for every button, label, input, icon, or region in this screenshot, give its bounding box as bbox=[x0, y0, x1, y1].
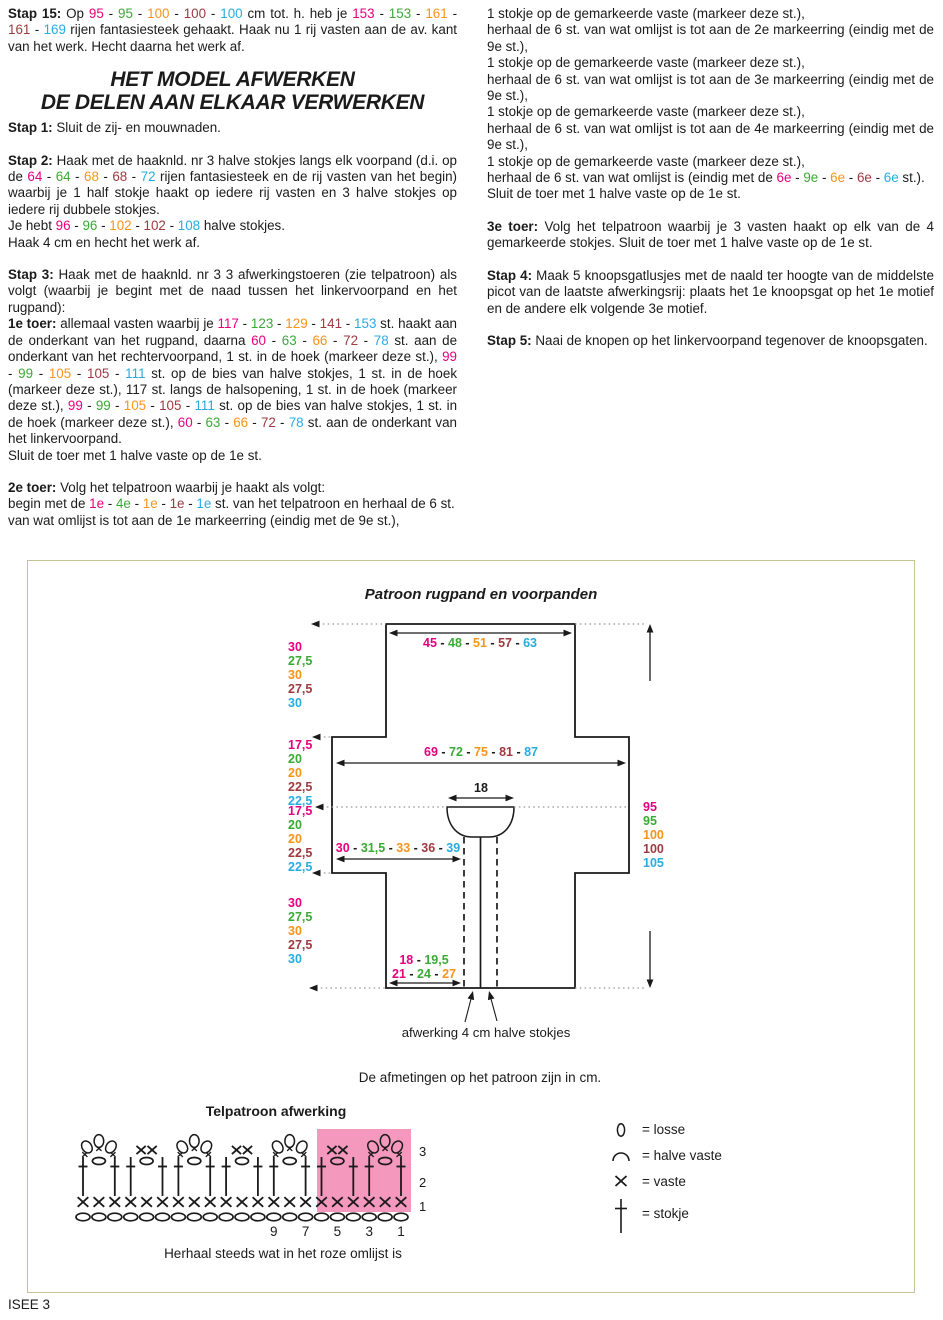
losse-symbol bbox=[140, 1213, 154, 1221]
chart-row-number: 2 bbox=[419, 1175, 427, 1190]
r-stokje-3: 1 stokje op de gemarkeerde vaste (markeer deze st.), bbox=[487, 104, 805, 120]
arrowhead-icon bbox=[312, 870, 321, 877]
left-bottom-heights: 27,5 bbox=[288, 938, 313, 952]
left-lower-heights: 22,5 bbox=[288, 846, 313, 860]
half-width-label: 30 - 31,5 - 33 - 36 - 39 bbox=[335, 841, 461, 855]
picot-loop-symbol bbox=[285, 1135, 295, 1148]
height-arrow-down bbox=[647, 980, 654, 989]
legend-label-stokje: = stokje bbox=[642, 1206, 689, 1221]
arrowhead-icon bbox=[506, 795, 515, 802]
stap-2: Stap 2: Haak met de haaknld. nr 3 halve stokjes langs elk voorpand (d.i. op de 64 - 64 - 68 - 68 - 72 rijen fantasiesteek en de rij vasten van het begin) waarbij je 1 half stokje haakt op iedere rij vasten en 3 halve stokjes op iedere rij dubbele stokjes. bbox=[8, 152, 458, 217]
losse-symbol bbox=[299, 1213, 313, 1221]
chart-stitch-number: 7 bbox=[301, 1224, 310, 1239]
losse-symbol bbox=[267, 1213, 281, 1221]
losse-symbol bbox=[92, 1158, 105, 1165]
arrowhead-icon bbox=[453, 856, 462, 863]
losse-symbol bbox=[362, 1213, 376, 1221]
losse-symbol bbox=[378, 1213, 392, 1221]
arrowhead-icon bbox=[336, 856, 345, 863]
arrowhead-icon bbox=[488, 991, 495, 1000]
neckline bbox=[447, 807, 514, 837]
losse-symbol bbox=[187, 1213, 201, 1221]
losse-symbol bbox=[235, 1213, 249, 1221]
toer-1: 1e toer: allemaal vasten waarbij je 117 - 123 - 129 - 141 - 153 st. haakt aan de onderkant van het rugpand, daarna 60 - 63 - 66 - 72 - 78 st. aan de onderkant van het rechtervoorpand, 1 st. in de hoek (markeer deze st.), 99 - 99 - 105 - 105 - 111 st. op de bies van halve stokjes, 1 st. in de hoek (markeer deze st.), 117 st. langs de halsopening, 1 st. in de hoek (markeer deze st.), 99 - 99 - 105 - 105 - 111 st. op de bies van halve stokjes, 1 st. in de hoek (markeer deze st.), 60 - 63 - 66 - 72 - 78 st. aan de onderkant van het linkervoorpand. bbox=[8, 316, 458, 447]
losse-symbol bbox=[394, 1213, 408, 1221]
losse-symbol bbox=[124, 1213, 138, 1221]
left-top-heights: 30 bbox=[288, 640, 302, 654]
arrowhead-icon bbox=[468, 991, 475, 1000]
picot-loop-symbol bbox=[190, 1135, 200, 1148]
r-stokje-4: 1 stokje op de gemarkeerde vaste (markeer deze st.), bbox=[487, 153, 805, 169]
r-sluit: Sluit de toer met 1 halve vaste op de 1e st. bbox=[487, 186, 741, 202]
top-width-label: 45 - 48 - 51 - 57 - 63 bbox=[423, 636, 537, 650]
haak-4cm: Haak 4 cm en hecht het werk af. bbox=[8, 234, 201, 250]
je-hebt: Je hebt 96 - 96 - 102 - 102 - 108 halve stokjes. bbox=[8, 218, 285, 234]
r-stokje-2: 1 stokje op de gemarkeerde vaste (markeer deze st.), bbox=[487, 55, 805, 71]
section-heading: HET MODEL AFWERKEN DE DELEN AAN ELKAAR VERWERKEN bbox=[40, 68, 425, 115]
stap-3: Stap 3: Haak met de haaknld. nr 3 3 afwerkingstoeren (zie telpatroon) als volgt (waarbij je begint met de naad tussen het linkervoorpand en het rugpand): bbox=[8, 267, 457, 315]
losse-symbol bbox=[140, 1158, 153, 1165]
chart-stitch-number: 5 bbox=[333, 1224, 342, 1239]
chart-row-number: 3 bbox=[419, 1144, 427, 1159]
legend-label-vaste: = vaste bbox=[642, 1174, 686, 1189]
losse-symbol bbox=[108, 1213, 122, 1221]
losse-symbol bbox=[315, 1213, 329, 1221]
unit-note: De afmetingen op het patroon zijn in cm. bbox=[358, 1070, 602, 1085]
page-footer: ISEE 3 bbox=[8, 1297, 51, 1312]
losse-symbol bbox=[236, 1158, 249, 1165]
toer-2-begin: begin met de 1e - 4e - 1e - 1e - 1e st. van het telpatroon en herhaal de 6 st. van wat omlijst is tot aan de 1e markeerring (eindig met de 9e st.), bbox=[8, 496, 455, 528]
stap-4: Stap 4: Maak 5 knoopsgatlusjes met de naald ter hoogte van de middelste picot van de laatste afwerkingsrij: plaats het 1e knoopsgat op het 1e motief en de andere elk volgende 3e motief. bbox=[487, 267, 934, 316]
left-bottom-heights: 30 bbox=[288, 896, 302, 910]
left-bottom-heights: 27,5 bbox=[288, 910, 313, 924]
left-upper-heights: 20 bbox=[288, 752, 302, 766]
stap-1: Stap 1: Sluit de zij- en mouwnaden. bbox=[8, 120, 221, 136]
right-total-heights: 95 bbox=[643, 800, 657, 814]
left-lower-heights: 20 bbox=[288, 818, 302, 832]
telpatroon-caption: Herhaal steeds wat in het roze omlijst is bbox=[164, 1246, 402, 1261]
left-upper-heights: 22,5 bbox=[288, 794, 313, 808]
losse-symbol bbox=[76, 1213, 90, 1221]
left-upper-heights: 17,5 bbox=[288, 738, 313, 752]
height-arrow-up bbox=[647, 624, 654, 633]
stap-15: Stap 15: Op 95 - 95 - 100 - 100 - 100 cm tot. h. heb je 153 - 153 - 161 - 161 - 169 rijen fantasiesteek gehaakt. Haak nu 1 rij vasten aan de av. kant van het werk. Hecht daarna het werk af. bbox=[8, 6, 458, 54]
losse-icon bbox=[617, 1124, 624, 1136]
losse-symbol bbox=[188, 1158, 201, 1165]
neck-width-label: 18 bbox=[474, 781, 488, 795]
losse-symbol bbox=[346, 1213, 360, 1221]
stap-5: Stap 5: Naai de knopen op het linkervoorpand tegenover de knoopsgaten. bbox=[487, 332, 928, 348]
r-stokje-1: 1 stokje op de gemarkeerde vaste (markeer deze st.), bbox=[487, 6, 805, 21]
legend-label-halve-vaste: = halve vaste bbox=[642, 1148, 722, 1163]
chart-row-number: 1 bbox=[419, 1199, 427, 1214]
halve-vaste-icon bbox=[613, 1153, 629, 1161]
losse-symbol bbox=[283, 1213, 297, 1221]
picot-loop-symbol bbox=[94, 1135, 104, 1148]
telpatroon-title: Telpatroon afwerking bbox=[205, 1103, 347, 1119]
right-total-heights: 100 bbox=[643, 842, 664, 856]
right-total-heights: 105 bbox=[643, 856, 664, 870]
left-top-heights: 30 bbox=[288, 696, 302, 710]
left-top-heights: 27,5 bbox=[288, 682, 313, 696]
losse-symbol bbox=[203, 1213, 217, 1221]
front-width-label: 18 - 19,5 bbox=[399, 953, 449, 967]
losse-symbol bbox=[330, 1213, 344, 1221]
left-top-heights: 30 bbox=[288, 668, 302, 682]
arrowhead-icon bbox=[564, 630, 573, 637]
arrowhead-icon bbox=[309, 985, 318, 992]
losse-symbol bbox=[171, 1213, 185, 1221]
right-total-heights: 95 bbox=[643, 814, 657, 828]
finishing-annotation: afwerking 4 cm halve stokjes bbox=[401, 1025, 571, 1040]
chart-stitch-number: 1 bbox=[397, 1224, 405, 1239]
r-herhaal-3e: herhaal de 6 st. van wat omlijst is tot aan de 3e markeerring (eindig met de 9e st.), bbox=[487, 71, 934, 104]
r-herhaal-2e: herhaal de 6 st. van wat omlijst is tot aan de 2e markeerring (eindig met de 9e st.), bbox=[487, 22, 934, 54]
diagram-title: Patroon rugpand en voorpanden bbox=[364, 586, 598, 603]
arrowhead-icon bbox=[336, 760, 345, 767]
left-lower-heights: 20 bbox=[288, 832, 302, 846]
losse-symbol bbox=[156, 1213, 170, 1221]
left-lower-heights: 17,5 bbox=[288, 804, 313, 818]
front-width-label: 21 - 24 - 27 bbox=[392, 967, 456, 981]
arrowhead-icon bbox=[312, 734, 321, 741]
left-bottom-heights: 30 bbox=[288, 952, 302, 966]
r-herhaal-eind: herhaal de 6 st. van wat omlijst is (eindig met de 6e - 9e - 6e - 6e - 6e st.). bbox=[487, 170, 925, 186]
chart-stitch-number: 9 bbox=[270, 1224, 278, 1239]
losse-symbol bbox=[219, 1213, 233, 1221]
toer-2: 2e toer: Volg het telpatroon waarbij je haakt als volgt: bbox=[8, 479, 326, 495]
arrowhead-icon bbox=[311, 621, 320, 628]
losse-symbol bbox=[283, 1158, 296, 1165]
sluit-toer-1: Sluit de toer met 1 halve vaste op de 1e st. bbox=[8, 447, 262, 463]
chart-stitch-number: 3 bbox=[365, 1224, 373, 1239]
left-bottom-heights: 30 bbox=[288, 924, 302, 938]
left-top-heights: 27,5 bbox=[288, 654, 313, 668]
losse-symbol bbox=[92, 1213, 106, 1221]
chest-width-label: 69 - 72 - 75 - 81 - 87 bbox=[424, 745, 538, 759]
arrowhead-icon bbox=[618, 760, 627, 767]
toer-3: 3e toer: Volg het telpatroon waarbij je 3 vasten haakt op elk van de 4 gemarkeerde stokjes. Sluit de toer met 1 halve vaste op de 1e st. bbox=[487, 218, 934, 251]
right-total-heights: 100 bbox=[643, 828, 664, 842]
r-herhaal-4e: herhaal de 6 st. van wat omlijst is tot aan de 4e markeerring (eindig met de 9e st.), bbox=[487, 120, 934, 153]
left-lower-heights: 22,5 bbox=[288, 860, 313, 874]
legend-label-losse: = losse bbox=[642, 1122, 686, 1137]
losse-symbol bbox=[251, 1213, 265, 1221]
left-upper-heights: 22,5 bbox=[288, 780, 313, 794]
arrowhead-icon bbox=[448, 795, 457, 802]
arrowhead-icon bbox=[389, 630, 398, 637]
left-upper-heights: 20 bbox=[288, 766, 302, 780]
arrowhead-icon bbox=[315, 804, 324, 811]
